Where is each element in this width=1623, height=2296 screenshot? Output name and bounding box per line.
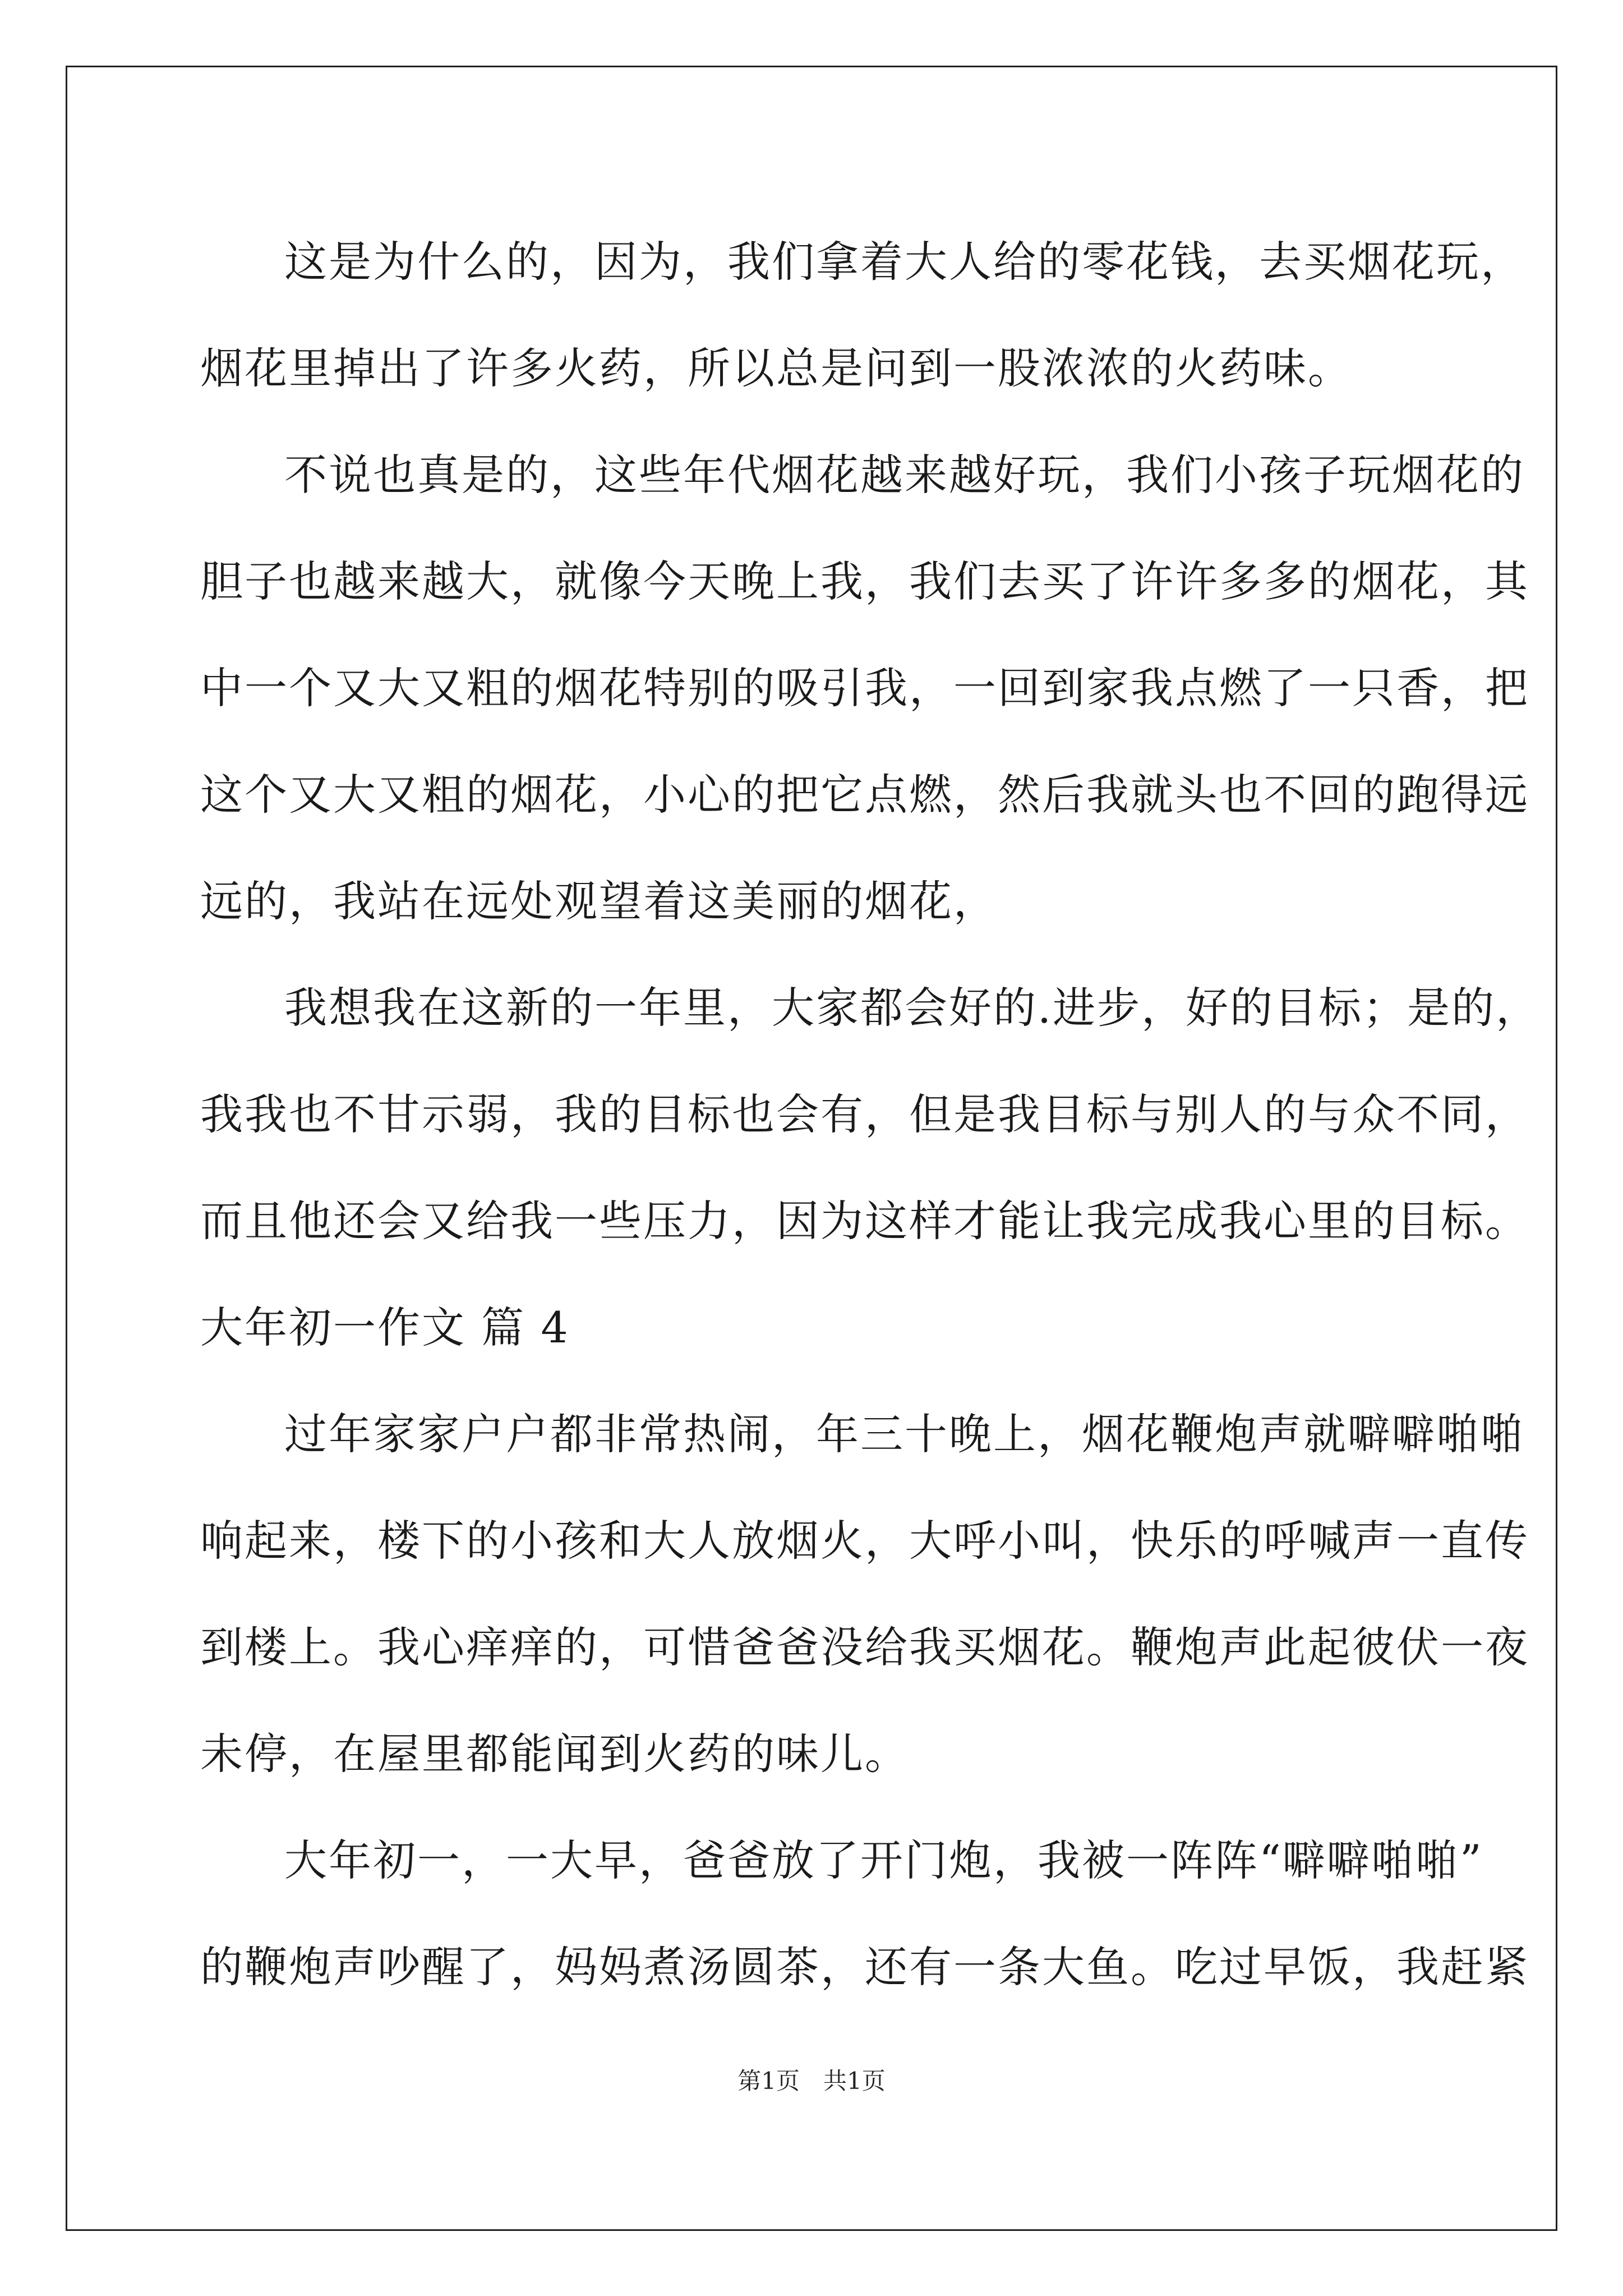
text-line: 不说也真是的，这些年代烟花越来越好玩，我们小孩子玩烟花的 [284, 450, 1525, 500]
text-line: 这个又大又粗的烟花，小心的把它点燃，然后我就头也不回的跑得远 [200, 770, 1529, 820]
page-footer: 第1页 共1页 [737, 2067, 886, 2095]
document-body [200, 209, 1541, 2021]
text-line: 未停，在屋里都能闻到火药的味儿。 [200, 1729, 909, 1779]
text-line: 这是为什么的，因为，我们拿着大人给的零花钱，去买烟花玩， [284, 237, 1525, 287]
text-line: 烟花里掉出了许多火药，所以总是问到一股浓浓的火药味。 [200, 343, 1352, 393]
text-line: 我我也不甘示弱，我的目标也会有，但是我目标与别人的与众不同， [200, 1089, 1529, 1139]
text-line: 响起来，楼下的小孩和大人放烟火，大呼小叫，快乐的呼喊声一直传 [200, 1516, 1529, 1566]
text-line: 中一个又大又粗的烟花特别的吸引我，一回到家我点燃了一只香，把 [200, 663, 1529, 713]
text-line: 的鞭炮声吵醒了，妈妈煮汤圆茶，还有一条大鱼。吃过早饭，我赶紧 [200, 1942, 1529, 1992]
text-line: 胆子也越来越大，就像今天晚上我，我们去买了许许多多的烟花，其 [200, 556, 1529, 606]
text-line: 我想我在这新的一年里，大家都会好的.进步，好的目标；是的， [284, 983, 1541, 1033]
text-line: 到楼上。我心痒痒的，可惜爸爸没给我买烟花。鞭炮声此起彼伏一夜 [200, 1622, 1529, 1672]
text-line: 过年家家户户都非常热闹，年三十晚上，烟花鞭炮声就噼噼啪啪 [284, 1409, 1525, 1459]
text-line: 大年初一，一大早，爸爸放了开门炮，我被一阵阵“噼噼啪啪” [284, 1835, 1483, 1885]
text-line: 远的，我站在远处观望着这美丽的烟花， [200, 876, 998, 926]
text-line: 而且他还会又给我一些压力，因为这样才能让我完成我心里的目标。 [200, 1196, 1529, 1246]
section-heading: 大年初一作文 篇 4 [200, 1303, 570, 1352]
